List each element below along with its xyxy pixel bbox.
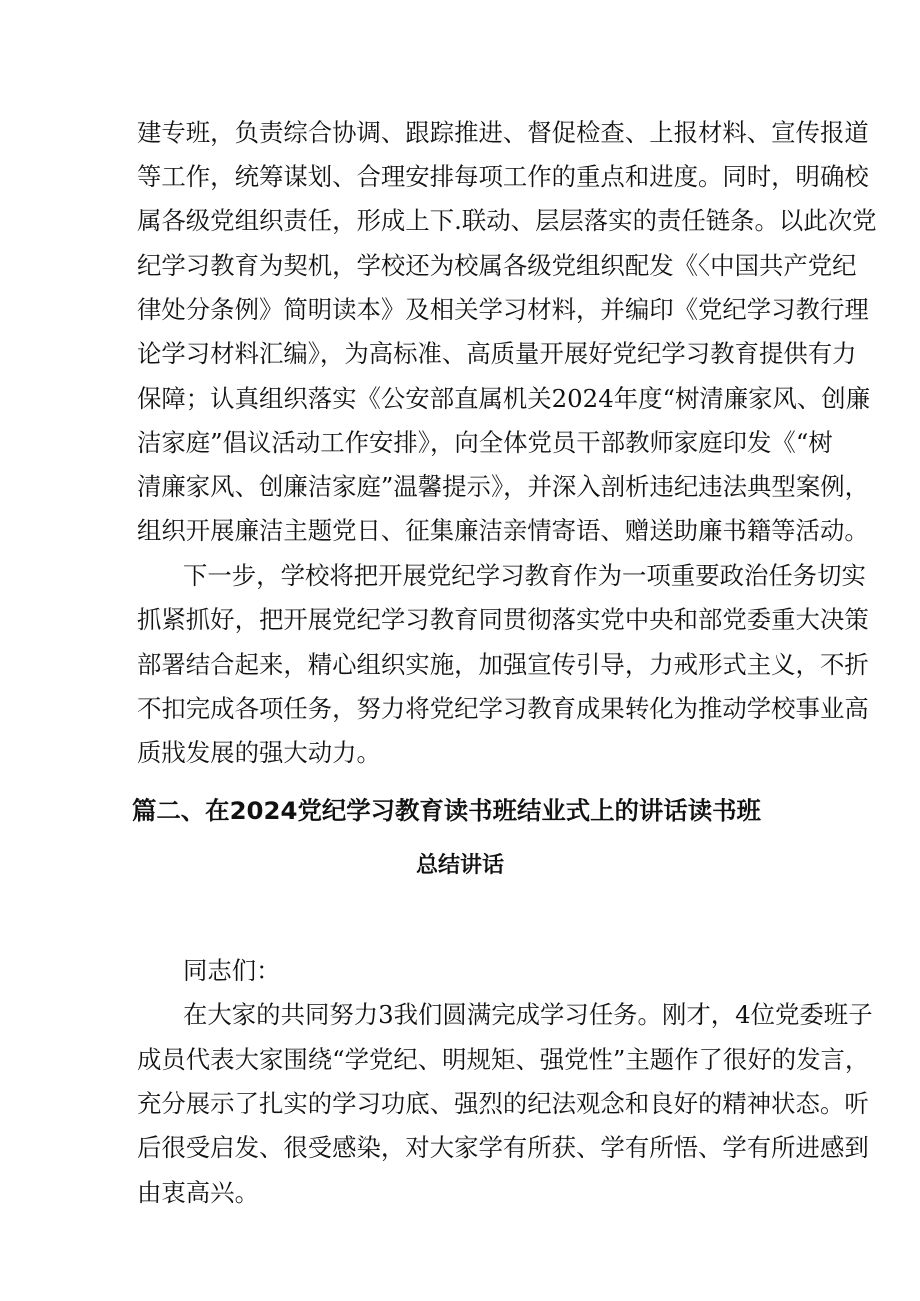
paragraph-line: 部署结合起来，精心组织实施，加强宣传引导，力戒形式主义，不折 — [137, 650, 869, 679]
paragraph-line: 论学习材料汇编》，为高标准、高质量开展好党纪学习教育提供有力 — [137, 339, 857, 368]
paragraph-line: 在大家的共同努力3我们圆满完成学习任务。刚才，4位党委班子 — [183, 1000, 873, 1029]
paragraph-line: 组织开展廉洁主题党日、征集廉洁亲情寄语、赠送助廉书籍等活动。 — [137, 516, 869, 545]
paragraph-line: 保障；认真组织落实《公安部直属机关2024年度“树清廉家风、创廉 — [137, 384, 871, 413]
paragraph-line: 等工作，统筹谋划、合理安排每项工作的重点和进度。同时，明确校 — [137, 162, 869, 191]
section-title: 篇二、在2024党纪学习教育读书班结业式上的讲话读书班 — [132, 796, 761, 825]
paragraph-line: 清廉家风、创廉洁家庭”温馨提示》，并深入剖析违纪违法典型案例， — [137, 472, 869, 501]
paragraph-line: 不扣完成各项任务，努力将党纪学习教育成果转化为推动学校事业高 — [137, 694, 869, 723]
paragraph-line: 充分展示了扎实的学习功底、强烈的纪法观念和良好的精神状态。听 — [137, 1089, 869, 1118]
paragraph-line: 律处分条例》简明读本》及相关学习材料，并编印《党纪学习教行理 — [137, 295, 869, 324]
greeting: 同志们： — [183, 956, 281, 985]
paragraph-line: 洁家庭”倡议活动工作安排》，向全体党员干部教师家庭印发《“树 — [137, 428, 833, 457]
paragraph-line: 建专班，负责综合协调、跟踪推进、督促检查、上报材料、宣传报道 — [137, 118, 869, 147]
paragraph-line: 由衷高兴。 — [137, 1178, 259, 1207]
paragraph-line: 后很受启发、很受感染，对大家学有所获、学有所悟、学有所进感到 — [137, 1133, 869, 1162]
paragraph-line: 质戕发展的强大动力。 — [137, 738, 381, 767]
paragraph-line: 属各级党组织责任，形成上下.联动、层层落实的责任链条。以此次党 — [137, 206, 877, 235]
section-subtitle: 总结讲话 — [415, 853, 504, 878]
paragraph-line: 抓紧抓好，把开展党纪学习教育同贯彻落实党中央和部党委重大决策 — [137, 605, 869, 634]
paragraph-line: 纪学习教育为契机，学校还为校属各级党组织配发《〈中国共产党纪 — [137, 251, 857, 280]
paragraph-line: 成员代表大家围绕“学党纪、明规矩、强党性”主题作了很好的发言， — [137, 1045, 870, 1074]
paragraph-line: 下一步，学校将把开展党纪学习教育作为一项重要政治任务切实 — [183, 561, 866, 590]
